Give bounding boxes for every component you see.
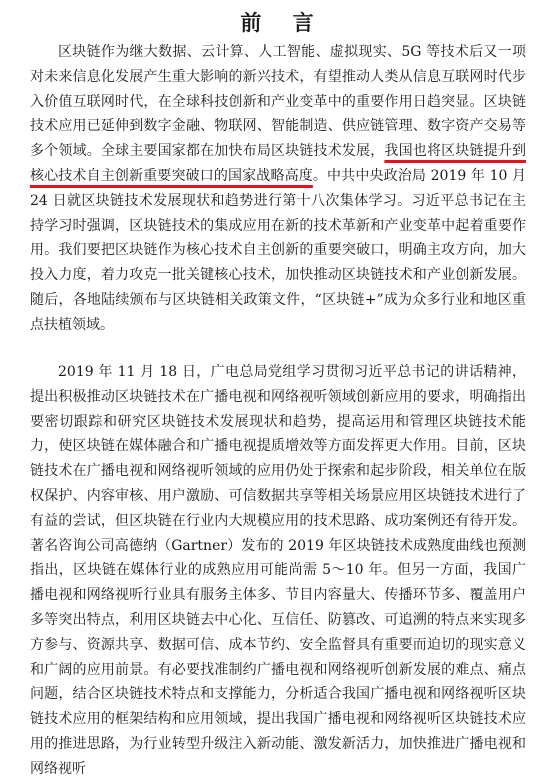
paragraph-1-text-before: 区块链作为继大数据、云计算、人工智能、虚拟现实、5G 等技术后又一项对未来信息化发展产生重大影响的新兴技术，有望推动人类从信息互联网时代步入价值互联网时代，在全球科技创新和产业变革中的重要作用日趋突显。区块链技术应用已延伸到数字金融、物联网、智能制造、供应链管理、数字资产交易等多个领域。全球主要国家都在加快布局区块链技术发展， [30,44,526,160]
page-title: 前 言 [240,11,326,35]
paragraph-2: 2019 年 11 月 18 日，广电总局党组学习贯彻习近平总书记的讲话精神，提出积极推动区块链技术在广播电视和网络视听领域创新应用的要求，明确指出要密切跟踪和研究区块链技术发展现状和趋势，提高运用和管理区块链技术能力，使区块链在媒体融合和广播电视提质增效等方面发挥更大作用。目前，区块链技术在广播电视和网络视听领域的应用仍处于探索和起步阶段，相关单位在版权保护、内容审核、用户激励、可信数据共享等相关场景应用区块链技术进行了有益的尝试，但区块链在行业内大规模应用的技术思路、成功案例还有待开发。著名咨询公司高德纳（Gartner）发布的 2019 年区块链技术成熟度曲线也预测指出，区块链在媒体行业的成熟应用可能尚需 5～10 年。但另一方面，我国广播电视和网络视听行业具有服务主体多、节目内容量大、传播环节多、覆盖用户多等突出特点，利用区块链去中心化、互信任、防篡改、可追溯的特点来实现多方参与、资源共享、数据可信、成本节约、安全监督具有重要而迫切的现实意义和广阔的应用前景。有必要找准制约广播电视和网络视听创新发展的难点、痛点问题，结合区块链技术特点和支撑能力，分析适合我国广播电视和网络视听区块链技术应用的框架结构和应用领域，提出我国广播电视和网络视听区块链技术应用的推进思路，为行业转型升级注入新动能、激发新活力，加快推进广播电视和网络视听 [30,364,526,777]
highlighted-sentence: 我国也将区块链提升到核心技术自主创新重要突破口的国家战略高度 [30,143,527,184]
paragraph-1 [30,40,526,338]
paragraph-1-text-after: 。中共中央政治局 2019 年 10 月 24 日就区块链技术发展现状和趋势进行第十八次集体学习。习近平总书记在主持学习时强调，区块链技术的集成应用在新的技术革新和产业变革中起着重要作用。我们要把区块链作为核心技术自主创新的重要突破口，明确主攻方向，加大投入力度，着力攻克一批关键核心技术，加快推动区块链技术和产业创新发展。随后，各地陆续颁布与区块链相关政策文件，“区块链+”成为众多行业和地区重点扶植领域。 [30,167,527,333]
